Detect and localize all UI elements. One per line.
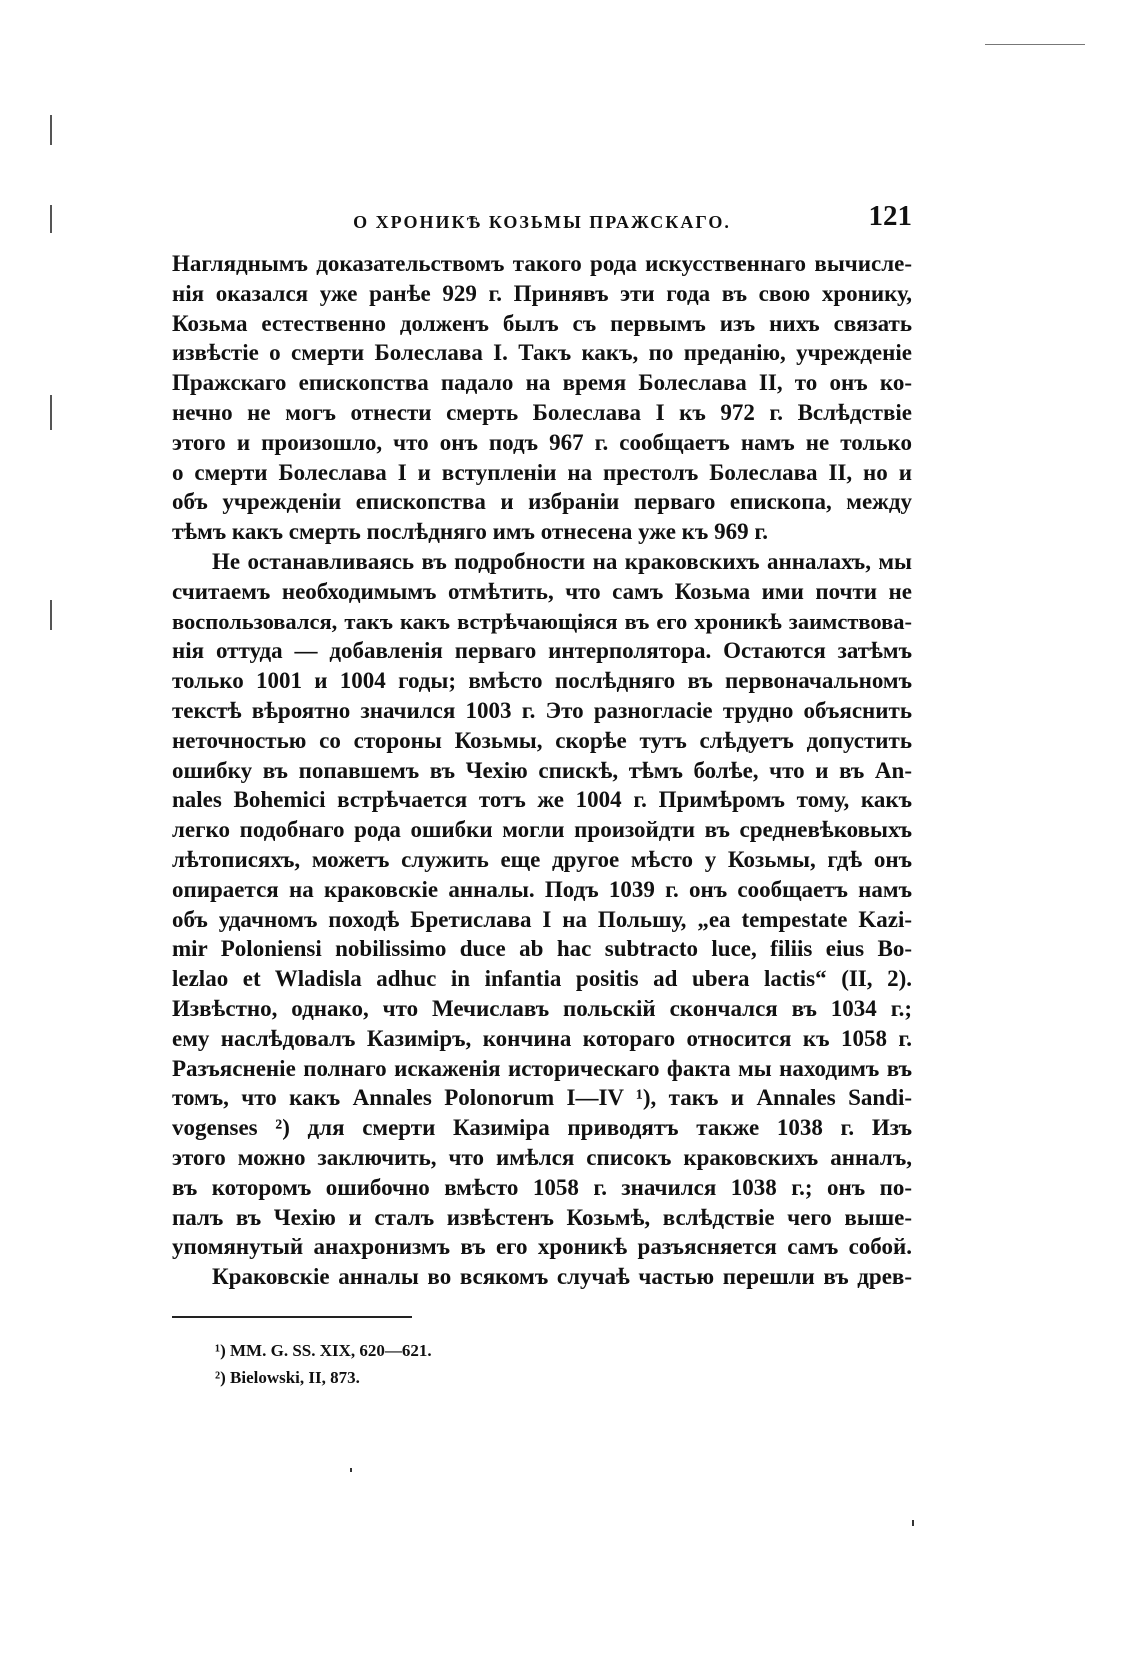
text-line: тѣмъ какъ смерть послѣдняго имъ отнесена уже къ 969 г. [172,519,768,545]
text-line: лѣтописяхъ, можетъ служить еще другое мѣсто у Козьмы, гдѣ онъ [172,846,912,872]
text-line: nales Bohemici встрѣчается тотъ же 1004 г. Примѣромъ тому, какъ [172,787,912,813]
text-line: текстѣ вѣроятно значился 1003 г. Это разногласіе трудно объяснить [172,697,912,723]
body-text [172,249,912,1292]
text-line: этого и произошло, что онъ подъ 967 г. сообщаетъ намъ не только [172,429,912,455]
text-line: mir Poloniensi nobilissimo duce ab hac subtracto luce, filiis eius Bo- [172,936,912,962]
footnote: ²) Bielowski, II, 873. [215,1368,360,1387]
binding-mark [50,205,52,233]
text-line: Пражскаго епископства падало на время Болеслава II, то онъ ко- [172,370,912,396]
text-line: легко подобнаго рода ошибки могли произойдти въ средневѣковыхъ [172,817,912,843]
text-line: объ удачномъ походѣ Бретислава I на Польшу, „ea tempestate Kazi- [172,906,912,932]
text-line: Козьма естественно долженъ былъ съ первымъ изъ нихъ связать [172,310,912,336]
text-line: нечно не могъ отнести смерть Болеслава I къ 972 г. Вслѣдствіе [172,399,912,425]
text-line: Разъясненіе полнаго искаженія историческаго факта мы находимъ въ [172,1055,912,1081]
binding-mark [50,115,52,145]
top-edge-rule [985,44,1085,45]
footnote-divider [172,1316,412,1318]
page-number: 121 [868,200,912,232]
text-line: ошибку въ попавшемъ въ Чехію спискѣ, тѣмъ болѣе, что и въ An- [172,757,912,783]
text-line: Краковскіе анналы во всякомъ случаѣ частью перешли въ древ- [212,1264,912,1290]
text-line: считаемъ необходимымъ отмѣтить, что самъ Козьма ими почти не [172,578,912,604]
text-line: vogenses ²) для смерти Казиміра приводятъ также 1038 г. Изъ [172,1115,912,1141]
text-line: извѣстіе о смерти Болеслава I. Такъ какъ, по преданію, учрежденіе [172,340,912,366]
text-line: Не останавливаясь въ подробности на краковскихъ анналахъ, мы [212,548,912,574]
page-header [172,200,912,240]
print-speck [912,1520,914,1526]
text-line: объ учрежденіи епископства и избраніи перваго епископа, между [172,489,912,515]
text-line: Нагляднымъ доказательствомъ такого рода искусственнаго вычисле- [172,251,912,276]
text-line: палъ въ Чехію и сталъ извѣстенъ Козьмѣ, вслѣдствіе чего выше- [172,1204,912,1230]
text-line: томъ, что какъ Annales Polonorum I—IV ¹), такъ и Annales Sandi- [172,1085,912,1111]
text-line: о смерти Болеслава I и вступленіи на престолъ Болеслава II, но и [172,459,912,485]
print-speck [350,1468,352,1472]
text-line: нія оказался уже ранѣе 929 г. Принявъ эти года въ свою хронику, [172,280,912,306]
text-line: въ которомъ ошибочно вмѣсто 1058 г. значился 1038 г.; онъ по- [172,1174,912,1200]
footnote: ¹) MM. G. SS. XIX, 620—621. [215,1341,432,1360]
binding-mark [50,395,52,430]
text-line: опирается на краковскіе анналы. Подъ 1039 г. онъ сообщаетъ намъ [172,876,912,902]
text-line: ему наслѣдовалъ Казиміръ, кончина котораго относится къ 1058 г. [172,1025,912,1051]
text-line: Извѣстно, однако, что Мечиславъ польскій скончался въ 1034 г.; [172,995,912,1021]
text-line: этого можно заключить, что имѣлся списокъ краковскихъ анналъ, [172,1144,912,1170]
text-line: неточностью со стороны Козьмы, скорѣе тутъ слѣдуетъ допустить [172,727,912,753]
text-line: lezlao et Wladisla adhuc in infantia positis ad ubera lactis“ (II, 2). [172,966,912,992]
footnotes [215,1337,432,1391]
binding-mark [50,600,52,630]
text-line: только 1001 и 1004 годы; вмѣсто послѣдняго въ первоначальномъ [172,668,912,694]
text-line: нія оттуда — добавленія перваго интерполятора. Остаются затѣмъ [172,638,912,664]
text-line: упомянутый анахронизмъ въ его хроникѣ разъясняется самъ собой. [172,1234,912,1260]
running-title: О ХРОНИКѢ КОЗЬМЫ ПРАЖСКАГО. [353,212,731,232]
text-line: воспользовался, такъ какъ встрѣчающіяся въ его хроникѣ заимствова- [172,608,912,634]
